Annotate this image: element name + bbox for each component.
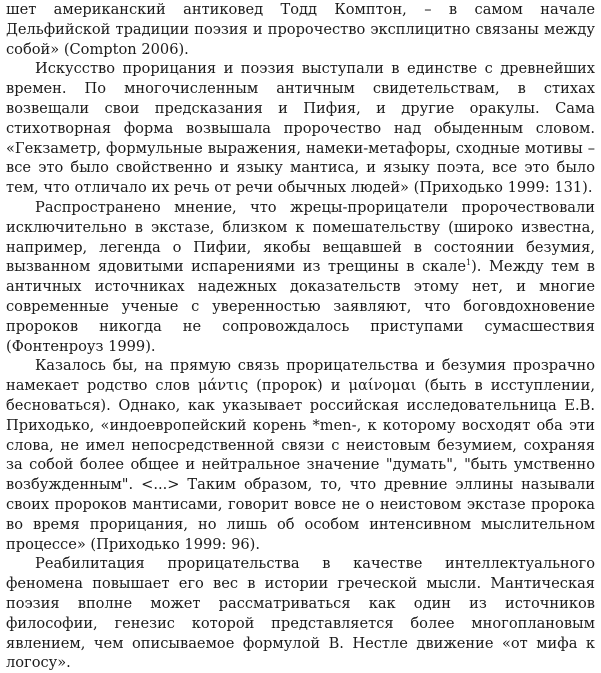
- paragraph-text: (пророк) и: [248, 377, 349, 395]
- paragraph-rehabilitation: Реабилитация прорицательства в качестве интеллектуального феномена повышает его вес в истории греческой мысли. Мантическая поэзия вполне может рассматриваться как один из источников философии, генезис которой представляется более многоплановым явлением, чем описываемое формулой В. Нестле движение «от мифа к логосу».: [6, 555, 595, 672]
- paragraph-divination-and-poetry: Искусство прорицания и поэзия выступали в единстве с древнейших времен. По многочисленным античным свидетельствам, в стихах возвещали свои предсказания и Пифия, и другие оракулы. Сама стихотворная форма возвышала пророчество над обыденным словом. «Гекзаметр, формульные выражения, намеки-метафоры, сходные мотивы – все это было свойственно и языку мантиса, и языку поэта, все это было тем, что отличало их речь от речи обычных людей» (Приходько 1999: 131).: [6, 60, 595, 197]
- paragraph-ecstasy-opinion: [6, 198, 595, 356]
- paragraph-etymology: [6, 356, 595, 554]
- greek-word-mainomai: μαίνομαι: [348, 377, 417, 395]
- footnote-marker[interactable]: 1: [465, 258, 472, 268]
- paragraph-text: (быть в исступлении, бесноваться). Однако, как указывает российская исследовательница Е.В. Приходько, «индоевропейский корень *men-, к которому восходят оба эти слова, не имел непосредственной связи с неистовым безумием, сохраняя за собой более общее и нейтральное значение "думать", "быть умственно возбужденным". <...> Таким образом, то, что древние эллины называли своих пророков мантисами, говорит вовсе не о неистовом экстазе пророка во время прорицания, но лишь об особом интенсивном мыслительном процессе» (Приходько 1999: 96).: [6, 377, 595, 553]
- paragraph-text: Казалось бы, на прямую связь прорицательства и безумия прозрачно намекает родство слов: [6, 357, 595, 395]
- paragraph-text: Распространено мнение, что жрецы-прорицатели пророчествовали исключительно в экстазе, близком к помешательству (широко известна, например, легенда о Пифии, якобы вещавшей в состоянии безумия, вызванном ядовитыми испарениями из трещины в скале: [6, 198, 595, 276]
- paragraph-text: ). Между тем в античных источниках надежных доказательств этому нет, и многие современные ученые с уверенностью заявляют, что боговдохновение пророков никогда не сопровождалось приступами сумасшествия (Фонтенроуз 1999).: [6, 258, 595, 355]
- greek-word-mantis: μάντις: [197, 377, 249, 395]
- paragraph-continuation: шет американский антиковед Тодд Комптон, – в самом начале Дельфийской традиции поэзия и пророчество эксплицитно связаны между собой» (Compton 2006).: [6, 1, 595, 58]
